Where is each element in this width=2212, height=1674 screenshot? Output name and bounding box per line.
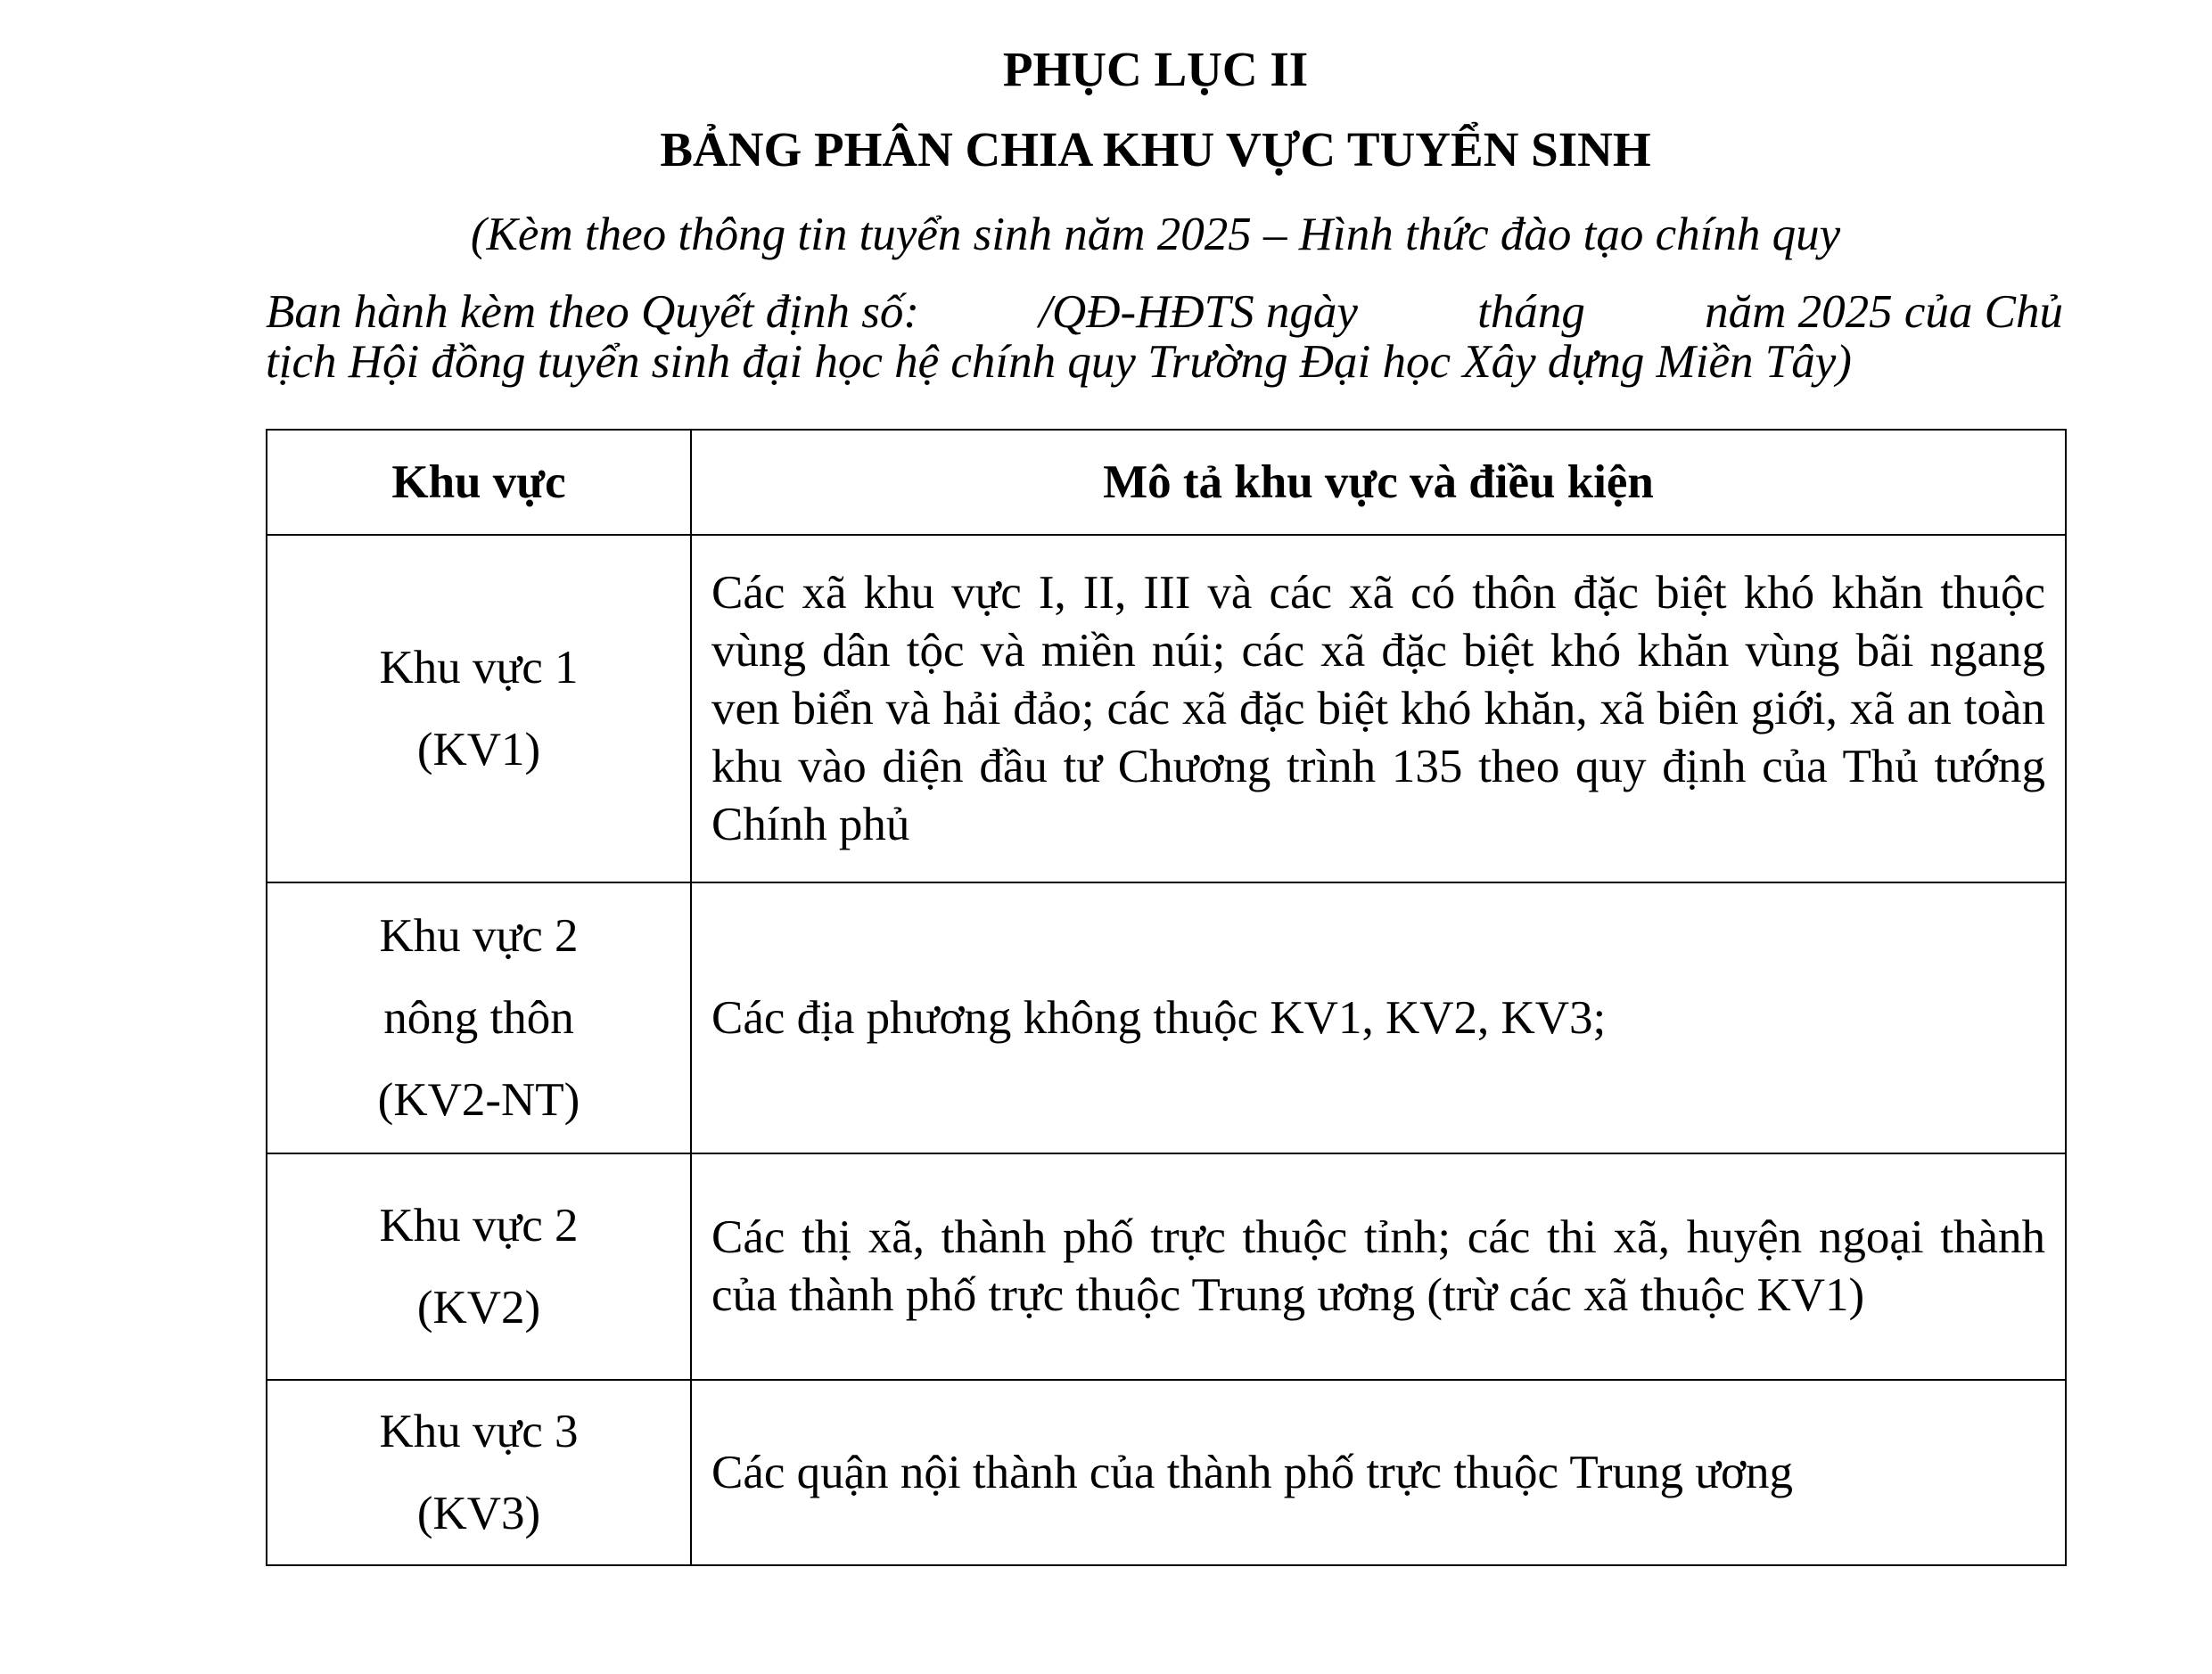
table-row — [267, 1380, 2066, 1565]
appendix-heading: PHỤC LỤC II — [1002, 42, 1309, 96]
decision-part: năm 2025 của Chủ — [1705, 286, 2063, 338]
decision-line-1 — [266, 287, 2063, 337]
zone-cell — [267, 535, 691, 882]
zone-code: (KV2-NT) — [377, 1074, 580, 1126]
decision-line-2: tịch Hội đồng tuyển sinh đại học hệ chính quy Trường Đại học Xây dựng Miền Tây) — [266, 336, 1852, 388]
zone-description: Các địa phương không thuộc KV1, KV2, KV3; — [691, 882, 2066, 1153]
zone-cell — [267, 1153, 691, 1380]
table-row — [267, 535, 2066, 882]
zone-code: (KV3) — [416, 1488, 541, 1539]
column-header-description: Mô tả khu vực và điều kiện — [691, 430, 2066, 535]
decision-reference — [266, 287, 2063, 387]
decision-part: tháng — [1477, 286, 1585, 338]
zone-name: Khu vực 2 — [379, 910, 579, 962]
zone-name: Khu vực 1 — [379, 642, 579, 693]
zone-description: Các thị xã, thành phố trực thuộc tỉnh; các thi xã, huyện ngoại thành của thành phố trực thuộc Trung ương (trừ các xã thuộc KV1) — [691, 1153, 2066, 1380]
zone-code: (KV2) — [416, 1282, 541, 1333]
zone-cell — [267, 882, 691, 1153]
attachment-note: (Kèm theo thông tin tuyển sinh năm 2025 – Hình thức đào tạo chính quy — [470, 209, 1841, 260]
zone-name: Khu vực 2 — [379, 1200, 579, 1251]
zone-name-qualifier: nông thôn — [383, 992, 574, 1044]
column-header-zone: Khu vực — [267, 430, 691, 535]
decision-part: Ban hành kèm theo Quyết định số: — [266, 286, 919, 338]
zone-description: Các xã khu vực I, II, III và các xã có thôn đặc biệt khó khăn thuộc vùng dân tộc và miền núi; các xã đặc biệt khó khăn vùng bãi ngang ven biển và hải đảo; các xã đặc biệt khó khăn, xã biên giới, xã an toàn khu vào diện đầu tư Chương trình 135 theo quy định của Thủ tướng Chính phủ — [691, 535, 2066, 882]
document-title: BẢNG PHÂN CHIA KHU VỰC TUYỂN SINH — [660, 122, 1651, 176]
zone-cell — [267, 1380, 691, 1565]
admission-zone-table — [266, 429, 2067, 1566]
zone-description: Các quận nội thành của thành phố trực thuộc Trung ương — [691, 1380, 2066, 1565]
table-row — [267, 882, 2066, 1153]
table-row — [267, 1153, 2066, 1380]
zone-name: Khu vực 3 — [379, 1406, 579, 1457]
table-header-row — [267, 430, 2066, 535]
zone-code: (KV1) — [416, 724, 541, 775]
decision-part: /QĐ-HĐTS ngày — [1039, 286, 1358, 338]
